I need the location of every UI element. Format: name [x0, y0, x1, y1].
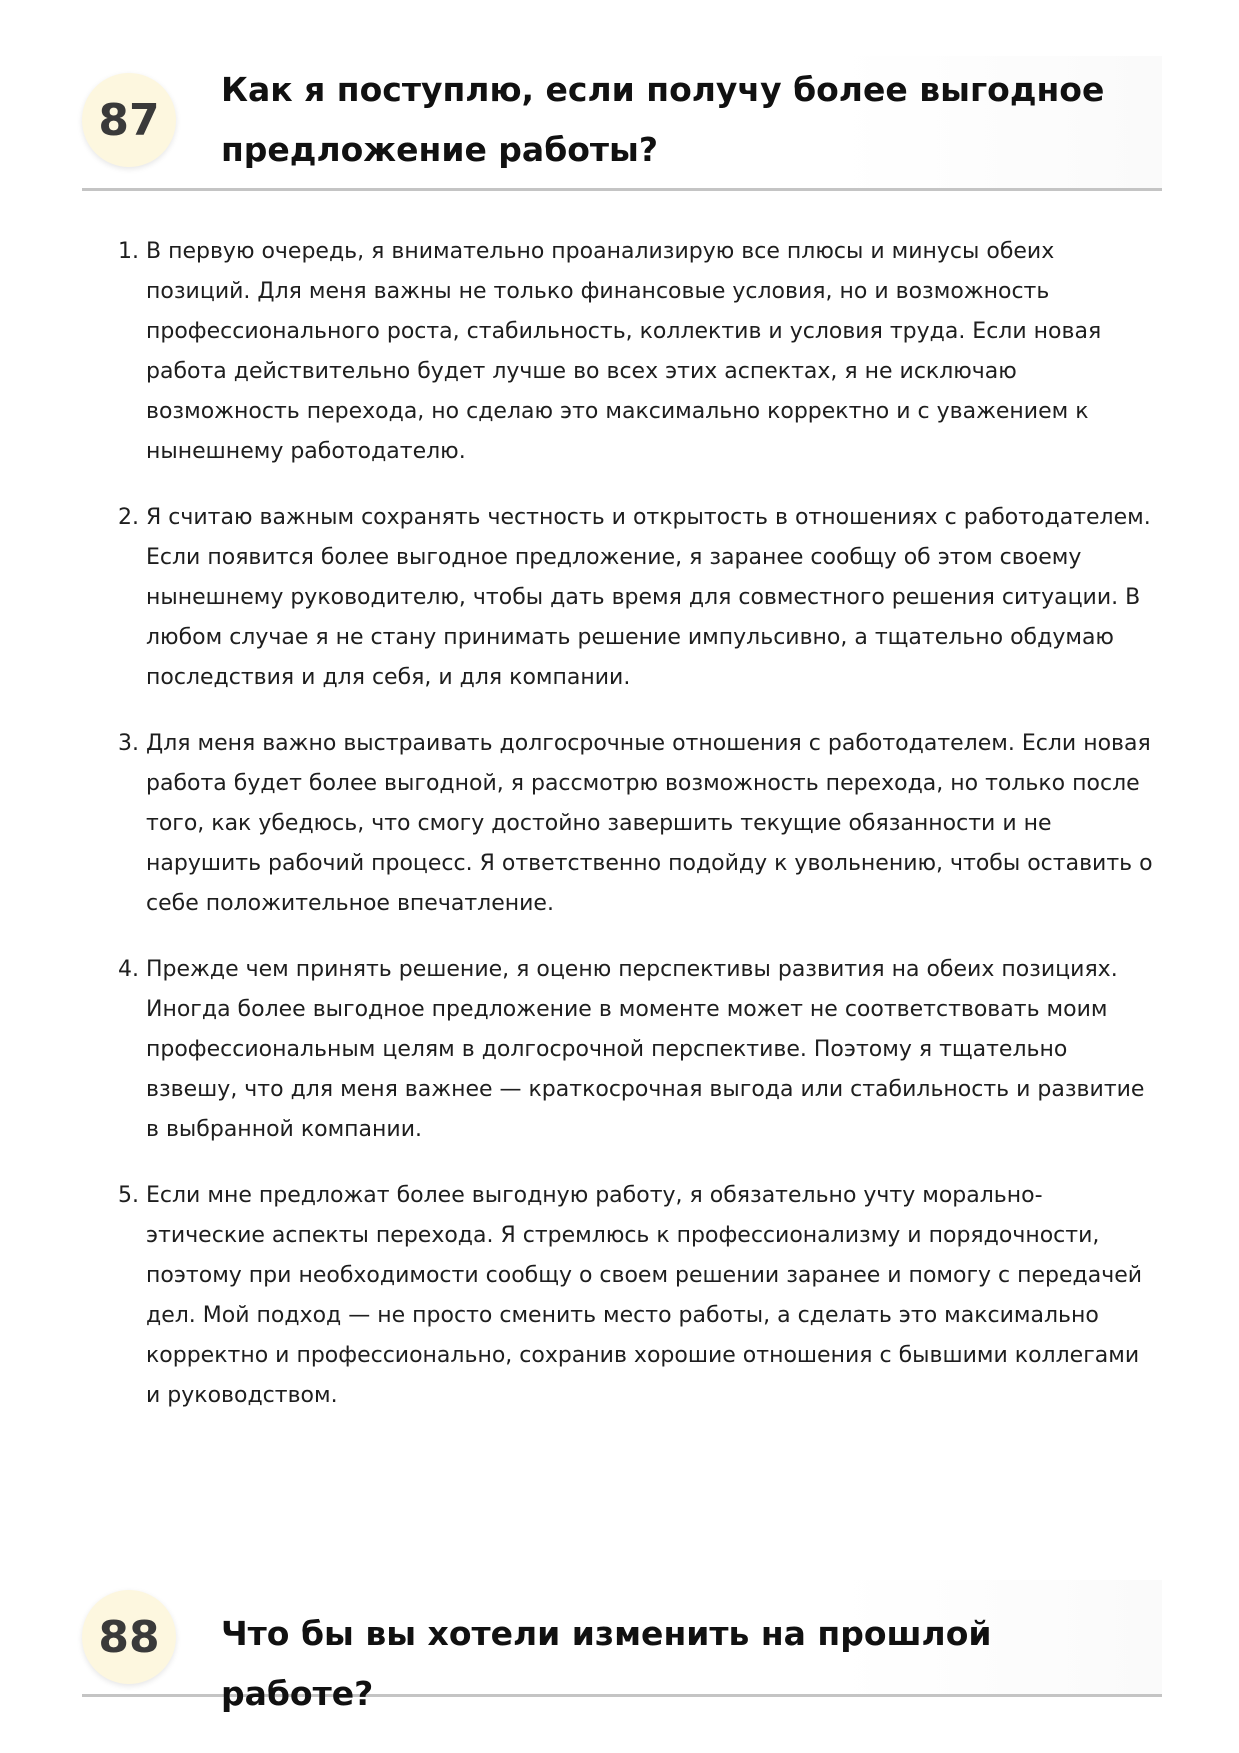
answer-item [110, 498, 1160, 698]
question-number-badge: 87 [82, 73, 176, 167]
answer-number: 1. [118, 239, 139, 264]
question-number-badge: 88 [82, 1590, 176, 1684]
answer-list [110, 232, 1160, 1442]
answer-number: 5. [118, 1183, 139, 1208]
answer-text: В первую очередь, я внимательно проанализирую все плюсы и минусы обеих позиций. Для меня важны не только финансовые условия, но и возможность профессионального роста, стабильность, коллектив и условия труда. Если новая работа действительно будет лучше во всех этих аспектах, я не исключаю возможность перехода, но сделаю это максимально корректно и с уважением к нынешнему работодателю. [146, 239, 1102, 464]
question-title: Что бы вы хотели изменить на прошлой работе? [221, 1614, 992, 1713]
answer-number: 3. [118, 731, 139, 756]
question-header [82, 1580, 1162, 1713]
answer-text: Для меня важно выстраивать долгосрочные отношения с работодателем. Если новая работа будет более выгодной, я рассмотрю возможность перехода, но только после того, как убедюсь, что смогу достойно завершить текущие обязанности и не нарушить рабочий процесс. Я ответственно подойду к увольнению, чтобы оставить о себе положительное впечатление. [146, 731, 1153, 916]
answer-item [110, 950, 1160, 1150]
answer-text: Прежде чем принять решение, я оценю перспективы развития на обеих позициях. Иногда более выгодное предложение в моменте может не соответствовать моим профессиональным целям в долгосрочной перспективе. Поэтому я тщательно взвешу, что для меня важнее — краткосрочная выгода или стабильность и развитие в выбранной компании. [146, 957, 1145, 1142]
answer-number: 2. [118, 505, 139, 530]
answer-number: 4. [118, 957, 139, 982]
answer-item [110, 1176, 1160, 1416]
answer-text: Я считаю важным сохранять честность и открытость в отношениях с работодателем. Если появится более выгодное предложение, я заранее сообщу об этом своему нынешнему руководителю, чтобы дать время для совместного решения ситуации. В любом случае я не стану принимать решение импульсивно, а тщательно обдумаю последствия и для себя, и для компании. [146, 505, 1151, 690]
answer-item [110, 232, 1160, 472]
question-title: Как я поступлю, если получу более выгодное предложение работы? [221, 70, 1105, 169]
answer-text: Если мне предложат более выгодную работу, я обязательно учту морально-этические аспекты перехода. Я стремлюсь к профессионализму и порядочности, поэтому при необходимости сообщу о своем решении заранее и помогу с передачей дел. Мой подход — не просто сменить место работы, а сделать это максимально корректно и профессионально, сохранив хорошие отношения с бывшими коллегами и руководством. [146, 1183, 1143, 1408]
question-header [82, 56, 1162, 191]
answer-item [110, 724, 1160, 924]
